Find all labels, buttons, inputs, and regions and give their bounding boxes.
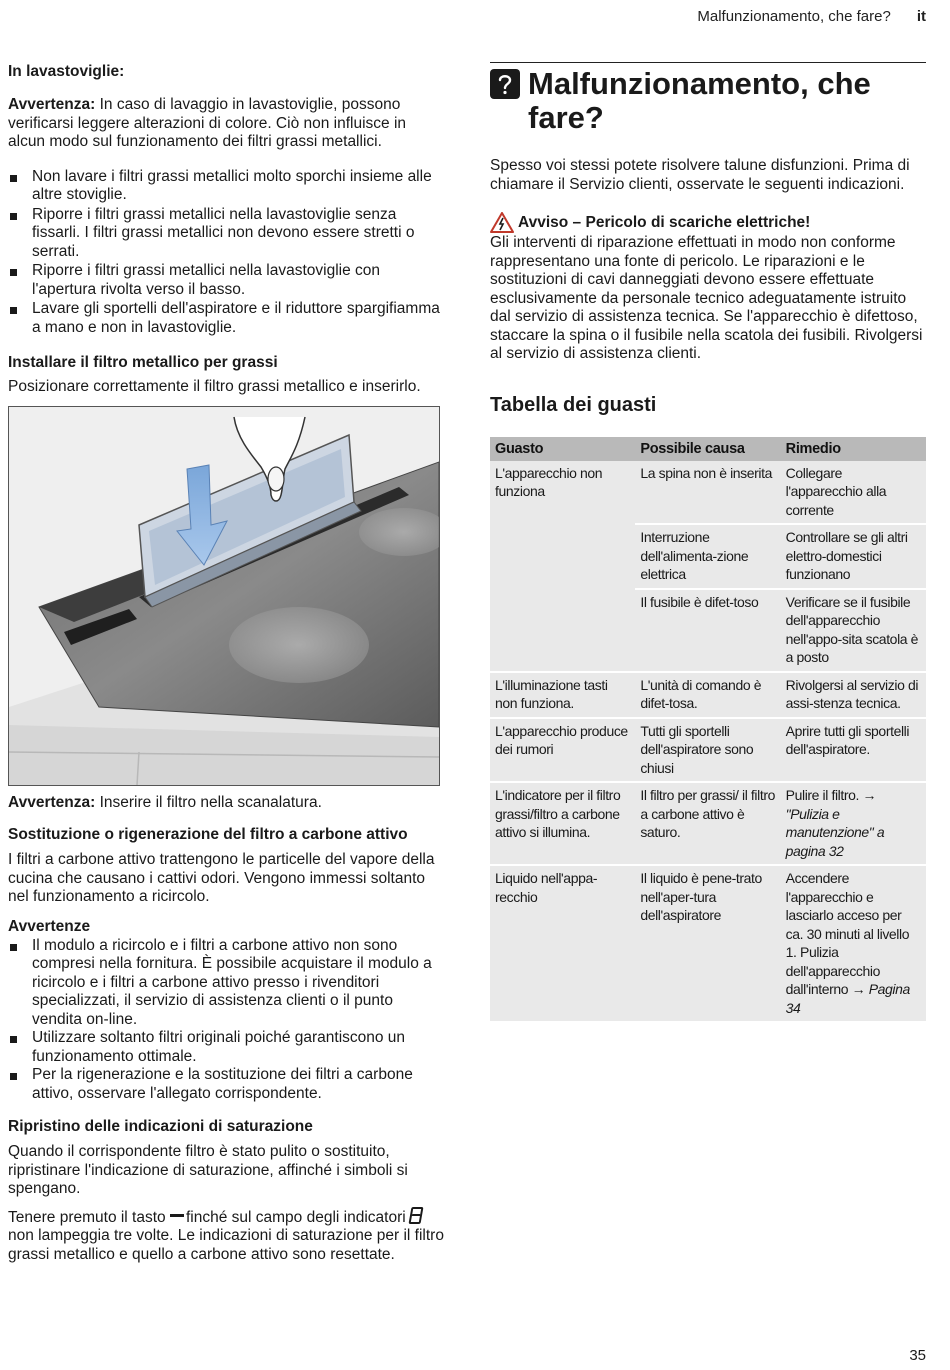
chapter-title-row [490,62,926,135]
section-carbon-title: Sostituzione o rigenerazione del filtro a carbone attivo [8,826,408,843]
left-column [8,60,444,1264]
fault-table-title: Tabella dei guasti [490,393,657,416]
table-cell: L'apparecchio produce dei rumori [490,718,635,783]
intro-text: Spesso voi stessi potete risolvere talune disfunzioni. Prima di chiamare il Servizio clienti, osservate le seguenti indicazioni. [490,157,910,193]
carbon-bullets [8,937,444,1104]
list-item: Il modulo a ricircolo e i filtri a carbone attivo non sono compresi nella fornitura. È possibile acquistare il modulo a ricircolo e i filtri a carbone attivo presso i rivenditori specializzati, il servizio di assistenza clienti o il punto vendita on-line. [8,937,444,1030]
reset-text-2: Tenere premuto il tasto finché sul campo degli indicatori non lampeggia tre volte. Le indicazioni di saturazione per il filtro grassi metallico e quello a carbone attivo sono resettate. [8,1208,444,1263]
warning-title: Avviso – Pericolo di scariche elettriche! [490,212,926,233]
table-cell: Il liquido è pene-trato nell'aper-tura dell'aspiratore [635,865,780,1021]
warning-text: Gli interventi di riparazione effettuati in modo non conforme rappresentano una fonte di pericolo. Le riparazioni e le sostituzioni di cavi danneggiati devono essere effettuate esclusivamente da personale tecnico adeguatamente istruito dal servizio di assistenza tecnica. Se l'apparecchio è difettoso, staccare la spina o il fusibile nella scatola dei fusibili. Rivolgersi al servizio di assistenza clienti. [490,234,923,362]
section-install-title: Installare il filtro metallico per grassi [8,354,278,371]
table-cell: Controllare se gli altri elettro-domestici funzionano [781,524,926,589]
table-row [490,672,926,718]
table-cell: Collegare l'apparecchio alla corrente [785,464,887,518]
table-cell: L'unità di comando è difet-tosa. [635,672,780,718]
cross-reference-link[interactable]: Pagina 34 [785,981,910,1016]
table-cell: Aprire tutti gli sportelli dell'aspiratore. [781,718,926,783]
list-item: Non lavare i filtri grassi metallici molto sporchi insieme alle altre stoviglie. [8,168,444,205]
arrow-right-icon: → [851,981,866,997]
table-cell: Accendere l'apparecchio e lasciarlo acceso per ca. 30 minuti al livello 1. Pulizia dell'apparecchio dall'interno → Pagina 34 [781,865,926,1021]
question-mark-icon [490,69,520,99]
arrow-right-icon: → [862,787,877,803]
table-row [490,718,926,783]
table-row [490,461,926,525]
column-header: Guasto [490,437,635,461]
reset-text-1: Quando il corrispondente filtro è stato pulito o sostituito, ripristinare l'indicazione di saturazione, affinché i simboli si spengano. [8,1143,408,1197]
section-reset-title: Ripristino delle indicazioni di saturazione [8,1118,313,1135]
dishwasher-note [8,96,444,152]
header-title: Malfunzionamento, che fare? [697,8,891,25]
cross-reference-link[interactable]: "Pulizia e manutenzione" a pagina 32 [785,805,885,859]
column-header: Rimedio [781,437,926,461]
section-dishwasher-title: In lavastoviglie: [8,63,125,80]
install-text: Posizionare correttamente il filtro grassi metallico e inserirlo. [8,378,421,395]
table-cell: La spina non è inserita [640,464,773,481]
chapter-title: Malfunzionamento, che fare? [528,66,871,135]
segment-display-icon [409,1207,424,1224]
list-item: Riporre i filtri grassi metallici nella lavastoviglie con l'apertura rivolta verso il basso. [8,262,444,299]
filter-installation-illustration [8,406,440,786]
running-header [697,8,926,25]
table-cell: Liquido nell'appa-recchio [490,865,635,1021]
figure-note [8,794,444,813]
dishwasher-bullets [8,168,444,338]
note-text: In caso di lavaggio in lavastoviglie, possono verificarsi leggere alterazioni di colore. Ciò non influisce in alcun modo sul funzionamento dei filtri grassi metallici. [8,96,407,150]
table-cell: L'illuminazione tasti non funziona. [490,672,635,718]
table-cell: Tutti gli sportelli dell'aspiratore sono chiusi [635,718,780,783]
figure-note-label: Avvertenza: [8,793,96,811]
table-header-row [490,437,926,461]
notes-title: Avvertenze [8,917,91,935]
minus-key-icon [170,1214,184,1217]
table-cell: Verificare se il fusibile dell'apparecchio nell'appo-sita scatola è a posto [781,589,926,672]
list-item: Utilizzare soltanto filtri originali poiché garantiscono un funzionamento ottimale. [8,1029,444,1066]
table-cell: Il filtro per grassi/ il filtro a carbone attivo è saturo. [635,782,780,865]
table-cell: Interruzione dell'alimenta-zione elettrica [635,524,780,589]
hob-filter-drawing [9,407,439,785]
header-lang: it [916,8,926,25]
right-column [490,62,926,1021]
list-item: Lavare gli sportelli dell'aspiratore e il riduttore spargifiamma a mano e non in lavastoviglie. [8,300,444,337]
table-row [490,865,926,1021]
list-item: Riporre i filtri grassi metallici nella lavastoviglie senza fissarli. I filtri grassi metallici non devono essere stretti o serrati. [8,206,444,262]
table-cell: Rivolgersi al servizio di assi-stenza tecnica. [781,672,926,718]
figure-note-text: Inserire il filtro nella scanalatura. [95,793,322,811]
column-header: Possibile causa [635,437,780,461]
table-cell: L'indicatore per il filtro grassi/filtro a carbone attivo si illumina. [490,782,635,865]
table-cell: L'apparecchio non funziona [495,464,603,499]
table-cell: Pulire il filtro. → "Pulizia e manutenzione" a pagina 32 [781,782,926,865]
table-cell: Il fusibile è difet-toso [635,589,780,672]
note-label: Avvertenza: [8,96,96,113]
warning-triangle-icon [490,212,514,233]
carbon-text: I filtri a carbone attivo trattengono le particelle del vapore della cucina che causano i cattivi odori. Vengono immessi soltanto nel funzionamento a ricircolo. [8,851,435,905]
fault-table [490,437,926,1022]
page-number: 35 [909,1347,926,1364]
list-item: Per la rigenerazione e la sostituzione dei filtri a carbone attivo, osservare l'allegato corrispondente. [8,1066,444,1103]
table-row [490,782,926,865]
